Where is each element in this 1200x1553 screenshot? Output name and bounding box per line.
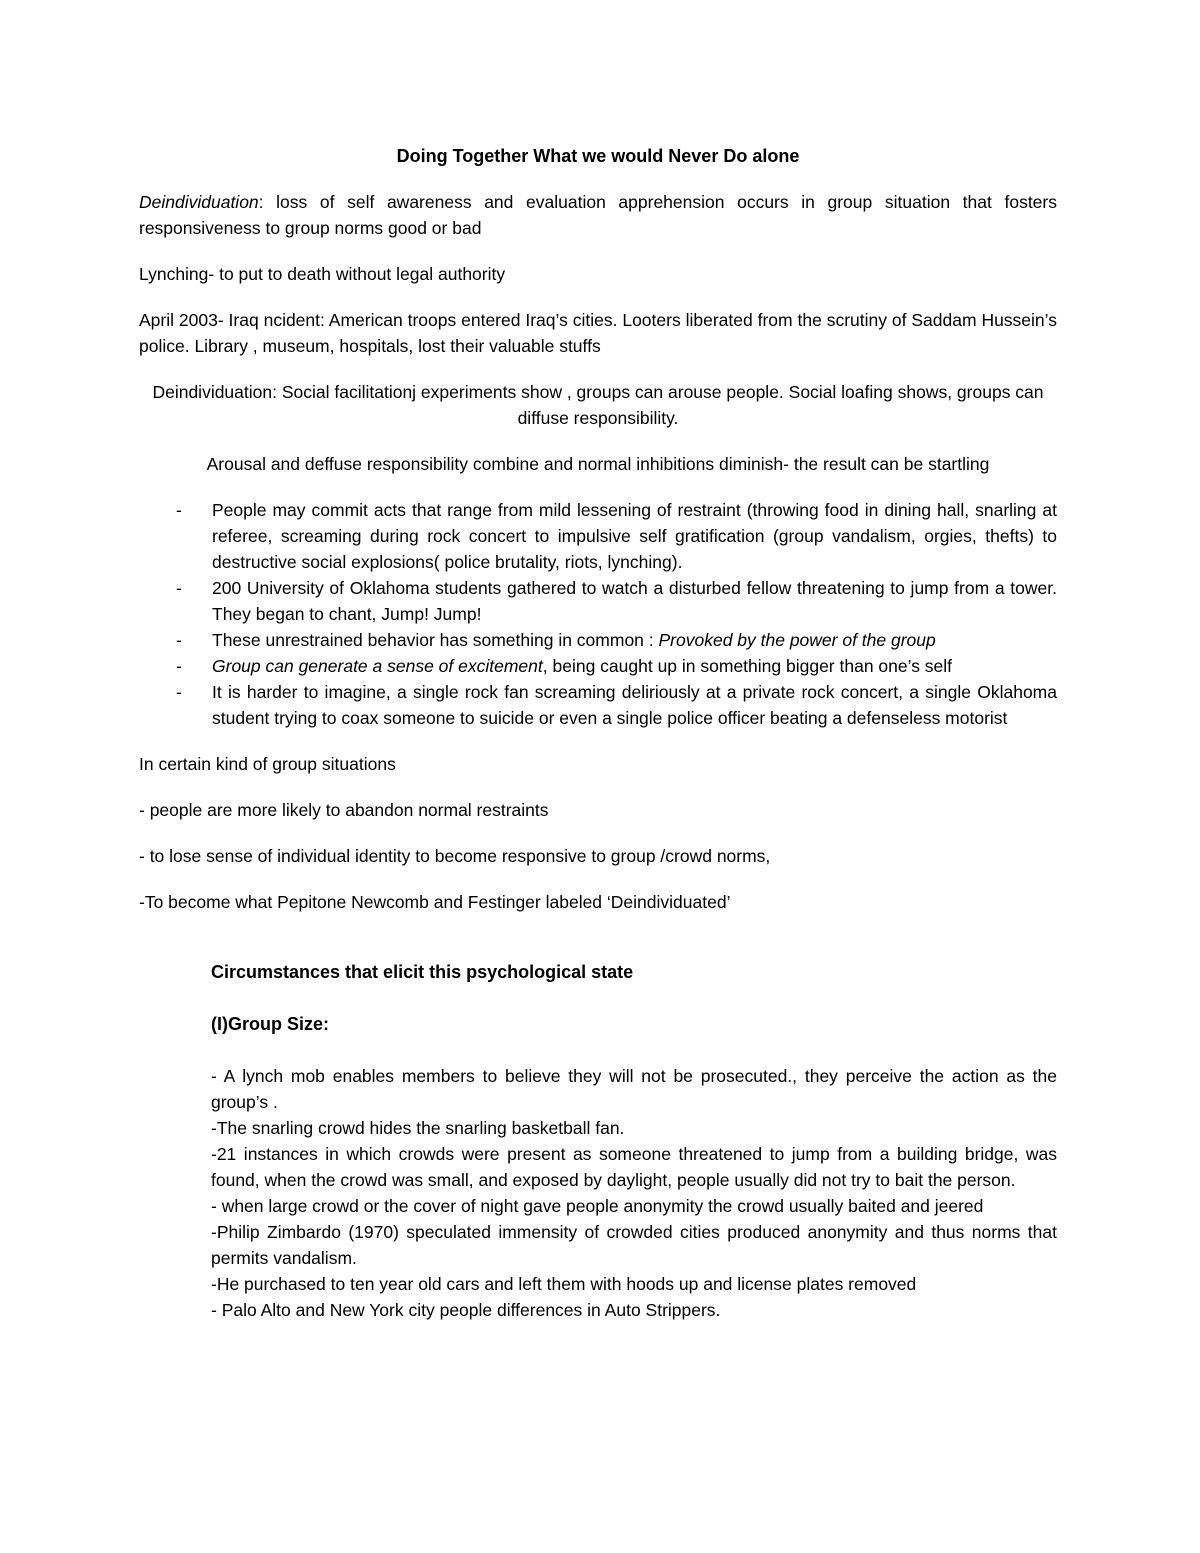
list-item-text: These unrestrained behavior has something in common : — [212, 630, 659, 650]
list-item: - People may commit acts that range from mild lessening of restraint (throwing food in dining hall, snarling at referee, screaming during rock concert to impulsive self gratification (group vandalism, orgies, thefts) to destructive social explosions( police brutality, riots, lynching). — [212, 497, 1057, 575]
list-item: -21 instances in which crowds were present as someone threatened to jump from a building bridge, was found, when the crowd was small, and exposed by daylight, people usually did not try to bait the person. — [211, 1144, 1057, 1190]
definition-text: : loss of self awareness and evaluation apprehension occurs in group situation that fosters responsiveness to group norms good or bad — [139, 192, 1057, 238]
section-heading-circumstances: Circumstances that elicit this psychological state — [211, 962, 634, 982]
group-size-lines — [211, 1063, 1057, 1323]
list-item: -The snarling crowd hides the snarling basketball fan. — [211, 1118, 625, 1138]
section-circumstances — [139, 959, 1057, 1323]
list-item: - Palo Alto and New York city people differences in Auto Strippers. — [211, 1300, 721, 1320]
paragraph-social-facilitation: Deindividuation: Social facilitationj experiments show , groups can arouse people. Social loafing shows, groups can diffuse responsibility. — [152, 382, 1044, 428]
spacer — [139, 935, 1057, 959]
list-item: -Philip Zimbardo (1970) speculated immensity of crowded cities produced anonymity and thus norms that permits vandalism. — [211, 1222, 1057, 1268]
list-item: - when large crowd or the cover of night gave people anonymity the crowd usually baited and jeered — [211, 1196, 984, 1216]
paragraph-lose-identity: - to lose sense of individual identity to become responsive to group /crowd norms, — [139, 846, 771, 866]
paragraph-abandon-restraints: - people are more likely to abandon normal restraints — [139, 800, 549, 820]
list-item: - 200 University of Oklahoma students gathered to watch a disturbed fellow threatening to jump from a tower. They began to chant, Jump! Jump! — [212, 575, 1057, 627]
list-item-emphasis: Provoked by the power of the group — [658, 630, 936, 650]
document-title: Doing Together What we would Never Do alone — [396, 146, 800, 166]
term-deindividuation: Deindividuation — [139, 192, 259, 212]
paragraph-deindividuated: -To become what Pepitone Newcomb and Festinger labeled ‘Deindividuated’ — [139, 892, 731, 912]
list-item-emphasis: Group can generate a sense of excitement — [212, 656, 543, 676]
paragraph-deindividuation-definition — [139, 189, 1057, 241]
list-item: -He purchased to ten year old cars and left them with hoods up and license plates removed — [211, 1274, 917, 1294]
section-heading-group-size: (I)Group Size: — [211, 1014, 329, 1034]
list-item: - A lynch mob enables members to believe they will not be prosecuted., they perceive the action as the group’s . — [211, 1066, 1057, 1112]
list-item: - It is harder to imagine, a single rock fan screaming deliriously at a private rock concert, a single Oklahoma student trying to coax someone to suicide or even a single police officer beating a defenseless motorist — [212, 679, 1057, 731]
list-item-text: , being caught up in something bigger than one’s self — [542, 656, 953, 676]
paragraph-arousal: Arousal and deffuse responsibility combine and normal inhibitions diminish- the result can be startling — [206, 454, 990, 474]
dash-bullet-list — [139, 497, 1057, 731]
document-body — [139, 143, 1057, 1323]
paragraph-iraq-incident: April 2003- Iraq ncident: American troops entered Iraq’s cities. Looters liberated from the scrutiny of Saddam Hussein’s police. Library , museum, hospitals, lost their valuable stuffs — [139, 310, 1057, 356]
paragraph-group-situations: In certain kind of group situations — [139, 754, 396, 774]
list-item — [212, 653, 1057, 679]
paragraph-lynching: Lynching- to put to death without legal authority — [139, 264, 506, 284]
list-item — [212, 627, 1057, 653]
